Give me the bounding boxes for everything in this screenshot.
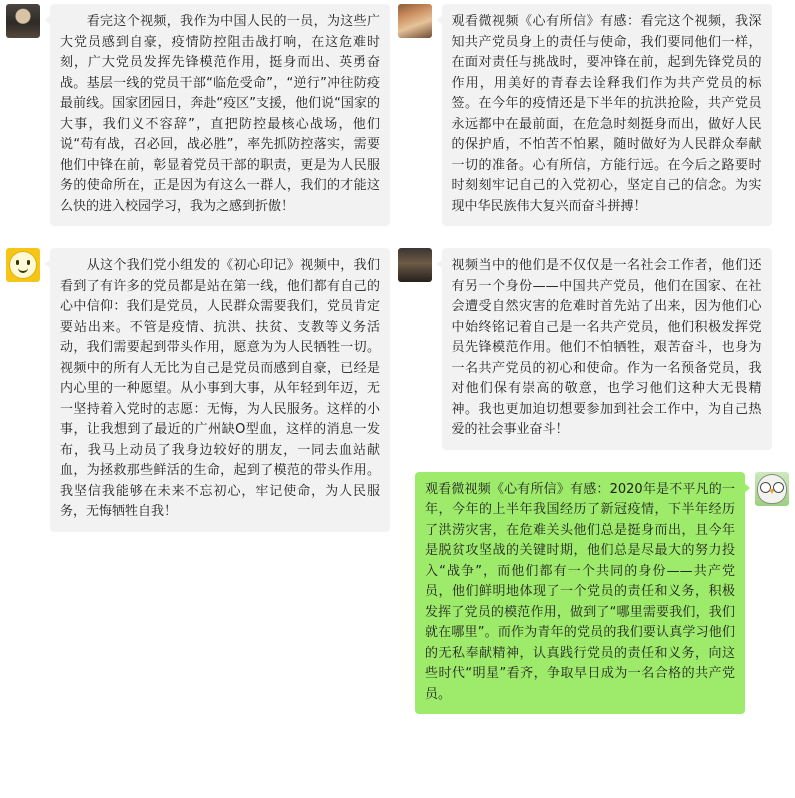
message-bubble[interactable]: 看完这个视频，我作为中国人民的一员，为这些广大党员感到自豪，疫情防控阻击战打响，在这危难时刻，广大党员发挥先锋模范作用，挺身而出、英勇奋战。基层一线的党员干部“临危受命”，“逆行”冲往防疫最前线。国家团园日，奔赴“疫区”支援，他们说“国家的大事，我们义不容辞”，直把防控最核心战场，他们说“苟有战，召必回，战必胜”，率先抓防控落实，需要他们中锋在前，彰显着党员干部的职责，更是为人民服务的使命所在，正是因为有这么一群人，我们的才能这么快的进入校园学习，我为之感到折傲！ <box>50 4 390 226</box>
smiley-mouth-icon <box>18 266 28 273</box>
message-bubble[interactable]: 从这个我们党小组发的《初心印记》视频中，我们看到了有许多的党员都是站在第一线，他们都有自己的心中信仰：我们是党员，人民群众需要我们，党员肯定要站出来。不管是疫情、抗洪、扶贫、支教等义务活动，我们需要起到带头作用，愿意为为人民牺牲一切。视频中的所有人无比为自己是党员而感到自豪，已经是内心里的一种愿望。从小事到大事，从年轻到年迈，无一坚持着入党时的志愿：无悔，为人民服务。这样的小事，让我想到了最近的广州缺O型血，这样的消息一发布，我马上动员了我身边较好的朋友，一同去血站献血，为拯救那些鲜活的生命，起到了模范的带头作用。我坚信我能够在未来不忘初心，牢记使命，为人民服务，无悔牺牲自我！ <box>50 248 390 532</box>
message-item[interactable] <box>398 248 790 450</box>
message-item[interactable] <box>398 4 790 226</box>
message-bubble[interactable]: 视频当中的他们是不仅仅是一名社会工作者，他们还有另一个身份——中国共产党员，他们在国家、在社会遭受自然灾害的危难时首先站了出来，因为他们心中始终铭记着自己是一名共产党员，他们积极发挥党员先锋模范作用。他们不怕牺牲，艰苦奋斗，也身为一名共产党员的初心和使命。作为一名预备党员，我对他们保有崇高的敬意，也学习他们这种大无畏精神。我也更加迫切想要参加到社会工作中，为自己热爱的社会事业奋斗！ <box>442 248 772 450</box>
chat-column-right <box>398 4 790 724</box>
spacer <box>398 460 790 472</box>
message-bubble[interactable]: 观看微视频《心有所信》有感：2020年是不平凡的一年，今年的上半年我国经历了新冠疫情，下半年经历了洪涝灾害，在危难关头他们总是挺身而出，且今年是脱贫攻坚战的关键时期，他们总是尽最大的努力投入“战争”，而他们都有一个共同的身份——共产党员，他们鲜明地体现了一个党员的责任和义务，积极发挥了党员的模范作用，做到了“哪里需要我们，我们就在哪里”。而作为青年的党员的我们要认真学习他们的无私奉献精神，认真践行党员的责任和义务，向这些时代“明星”看齐，争取早日成为一名合格的共产党员。 <box>415 472 745 715</box>
owl-beak-icon <box>769 489 775 494</box>
spacer <box>398 236 790 248</box>
smiley-face-icon <box>9 251 37 279</box>
chat-row-top <box>6 4 789 724</box>
spacer <box>6 236 398 248</box>
message-item[interactable] <box>6 4 398 226</box>
avatar[interactable] <box>755 472 789 506</box>
chat-column-left <box>6 4 398 542</box>
message-bubble[interactable]: 观看微视频《心有所信》有感：看完这个视频，我深知共产党员身上的责任与使命，我们要同他们一样，在面对责任与挑战时，要冲锋在前，起到先锋党员的作用，用美好的青春去诠释我们作为共产党员的标签。在今年的疫情还是下半年的抗洪抢险，共产党员永远都中在最前面，在危急时刻挺身而出，做好人民的保护盾，不怕苦不怕累，随时做好为人民群众奉献一切的准备。心有所信，方能行远。在今后之路要时时刻刻牢记自己的入党初心，坚定自己的信念。为实现中华民族伟大复兴而奋斗拼搏！ <box>442 4 772 226</box>
avatar[interactable] <box>6 4 40 38</box>
avatar[interactable] <box>398 248 432 282</box>
avatar[interactable] <box>6 248 40 282</box>
avatar[interactable] <box>398 4 432 38</box>
owl-icon <box>757 474 787 504</box>
message-item[interactable] <box>6 248 398 532</box>
message-item-outgoing[interactable] <box>398 472 790 715</box>
